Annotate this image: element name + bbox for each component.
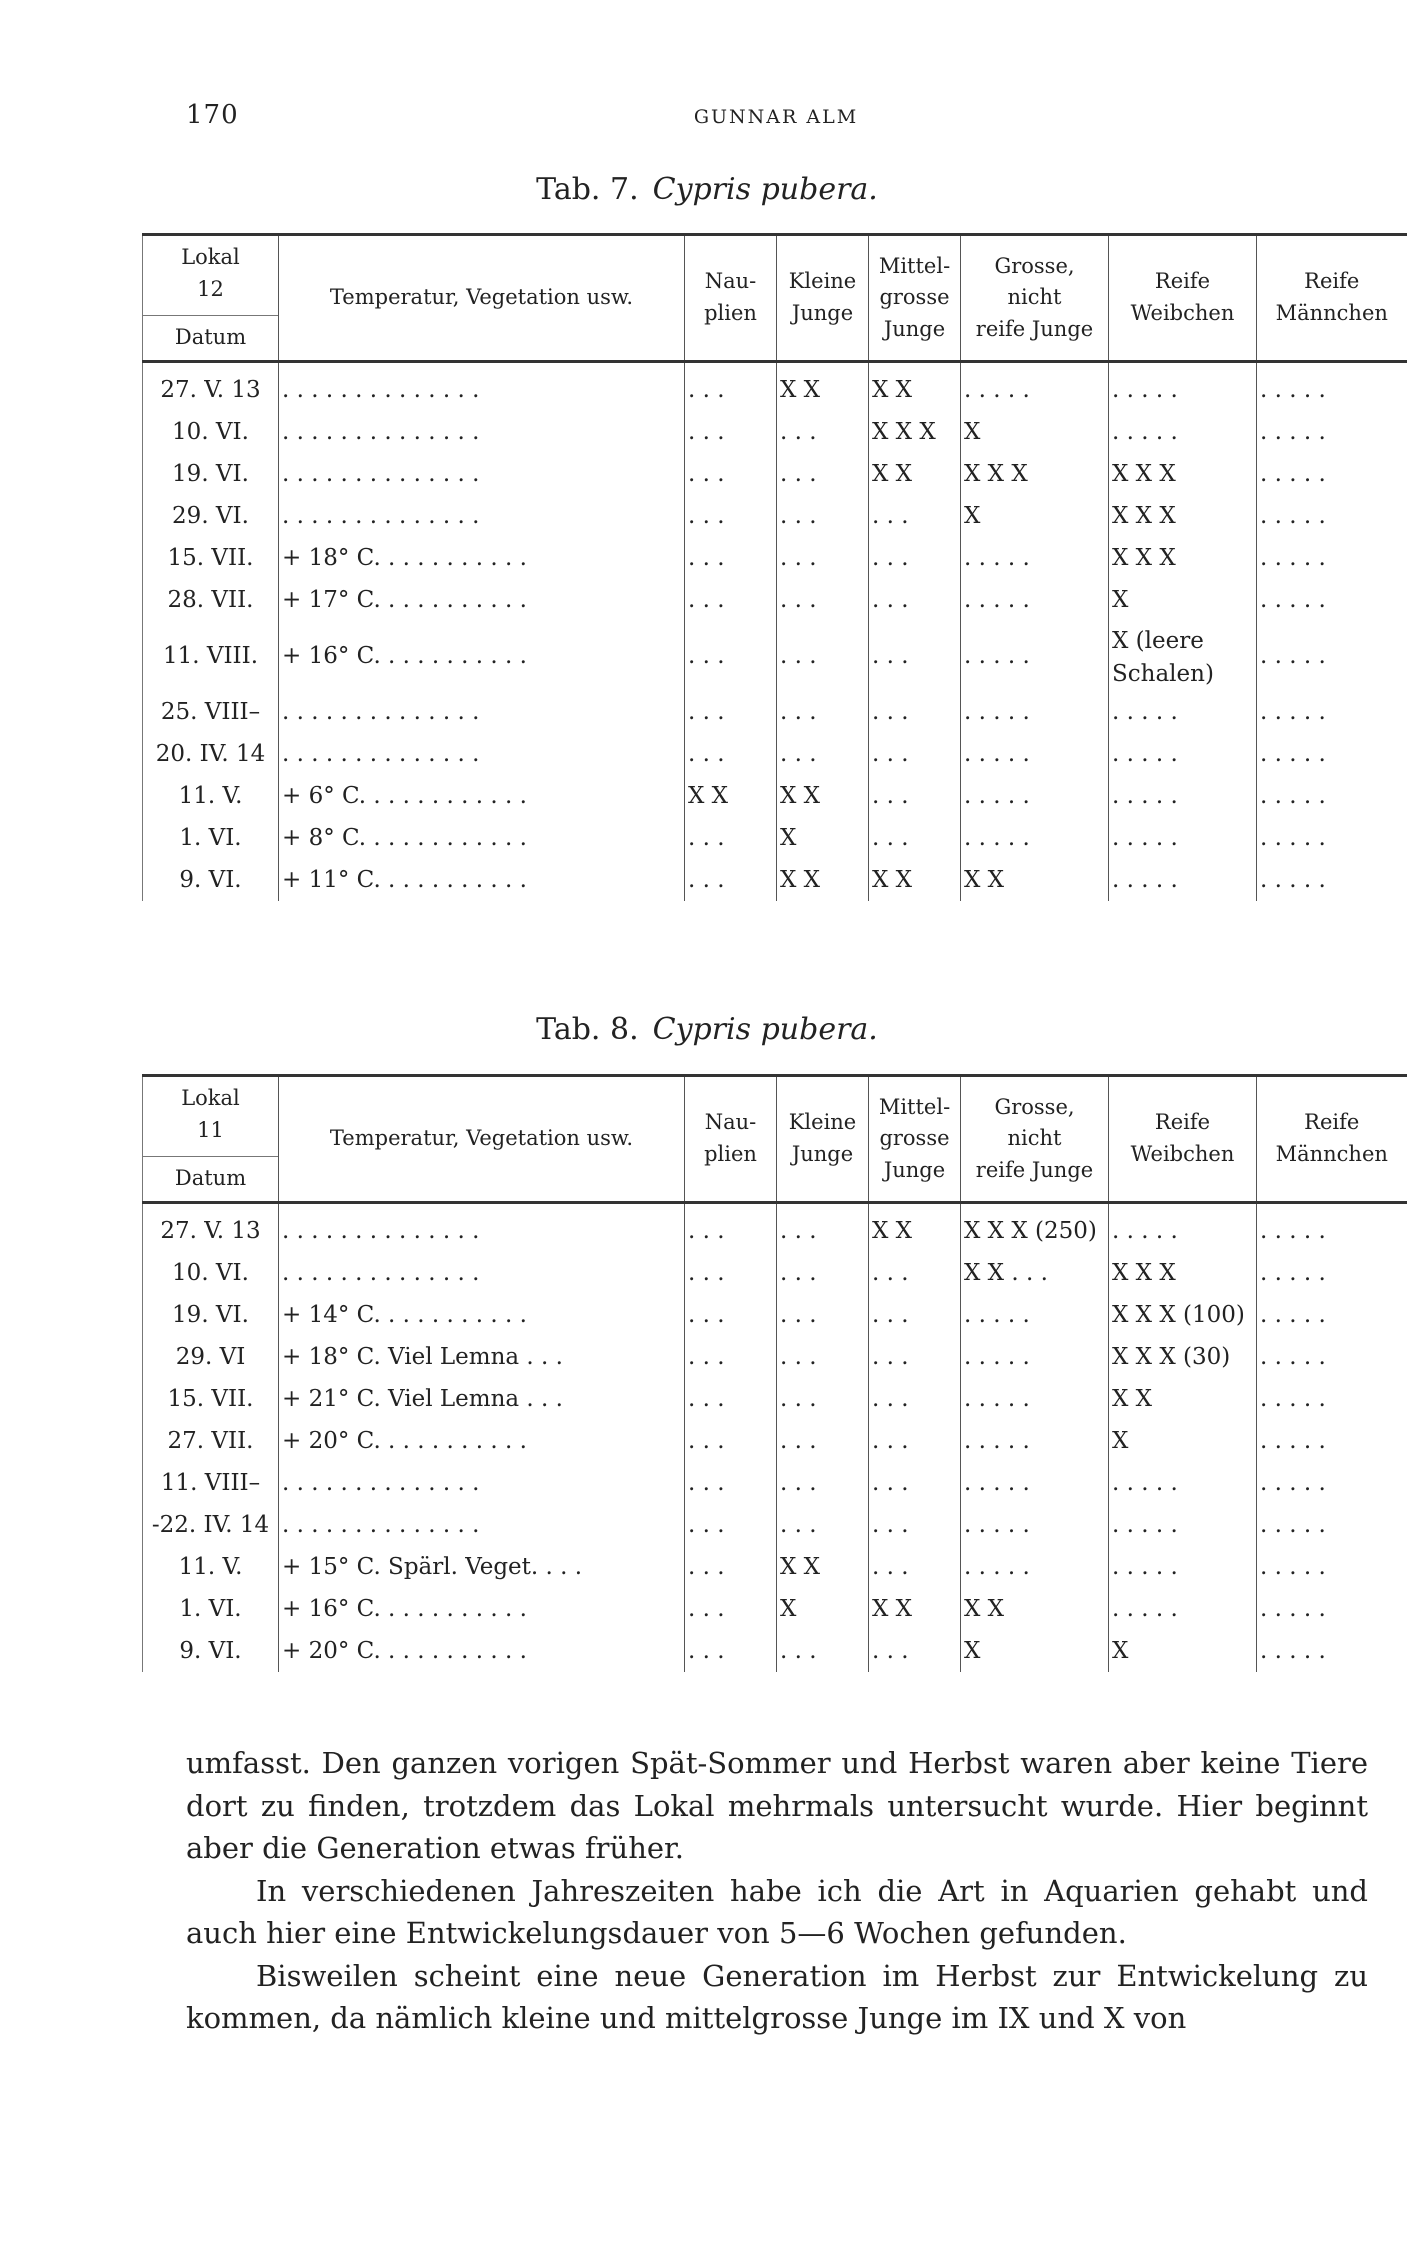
date-cell: 11. VIII– bbox=[143, 1462, 279, 1504]
table-row bbox=[143, 1420, 1407, 1462]
data-cell: X X X bbox=[961, 453, 1109, 495]
data-cell: X X bbox=[961, 1588, 1109, 1630]
data-cell: . . . bbox=[869, 579, 961, 621]
data-cell: . . . . . bbox=[1109, 775, 1257, 817]
column-header: Nau- plien bbox=[685, 1076, 777, 1203]
data-cell: X X bbox=[777, 859, 869, 901]
data-cell: . . . bbox=[869, 1462, 961, 1504]
lokal-number: 11 bbox=[197, 1117, 224, 1142]
data-cell: . . . . . bbox=[1257, 537, 1407, 579]
data-cell: . . . bbox=[777, 1630, 869, 1672]
column-header: Kleine Junge bbox=[777, 1076, 869, 1203]
data-cell: . . . bbox=[777, 733, 869, 775]
date-cell: 27. V. 13 bbox=[143, 1202, 279, 1252]
data-cell: . . . . . bbox=[1109, 411, 1257, 453]
body-text bbox=[186, 1742, 1368, 2040]
data-cell: . . . bbox=[685, 691, 777, 733]
data-cell: . . . . . bbox=[1257, 859, 1407, 901]
date-cell: 15. VII. bbox=[143, 537, 279, 579]
table-row bbox=[143, 1588, 1407, 1630]
data-cell: . . . . . bbox=[1257, 1378, 1407, 1420]
column-header: Temperatur, Vegetation usw. bbox=[279, 235, 685, 362]
data-cell: . . . bbox=[685, 1462, 777, 1504]
data-cell: . . . bbox=[685, 859, 777, 901]
data-cell: . . . . . bbox=[1109, 733, 1257, 775]
table-8-label: Tab. 8. bbox=[536, 1012, 639, 1047]
table-row bbox=[143, 453, 1407, 495]
data-cell: . . . bbox=[777, 1336, 869, 1378]
table-row bbox=[143, 859, 1407, 901]
lokal-header bbox=[143, 235, 279, 362]
data-cell: . . . bbox=[685, 1588, 777, 1630]
date-cell: 10. VI. bbox=[143, 411, 279, 453]
data-cell: . . . bbox=[869, 1252, 961, 1294]
data-cell: . . . . . bbox=[1257, 1588, 1407, 1630]
data-cell: . . . . . bbox=[961, 1378, 1109, 1420]
data-cell: X X X bbox=[1109, 1252, 1257, 1294]
data-cell: X X X bbox=[1109, 453, 1257, 495]
data-cell: . . . . . bbox=[1109, 1546, 1257, 1588]
data-cell: . . . . . bbox=[961, 775, 1109, 817]
lokal-label bbox=[143, 1077, 278, 1157]
date-cell: 10. VI. bbox=[143, 1252, 279, 1294]
column-header: Reife Weibchen bbox=[1109, 235, 1257, 362]
lokal-title: Lokal bbox=[181, 245, 240, 269]
data-cell: . . . . . bbox=[1109, 691, 1257, 733]
paragraph-3: Bisweilen scheint eine neue Generation im Herbst zur Entwickelung zu kommen, da nämlich kleine und mittelgrosse Junge im IX und X von bbox=[186, 1958, 1368, 2035]
data-cell: X bbox=[777, 1588, 869, 1630]
table-row bbox=[143, 817, 1407, 859]
data-cell: . . . . . bbox=[1257, 621, 1407, 692]
data-cell: X X bbox=[1109, 1378, 1257, 1420]
data-cell: . . . bbox=[685, 1504, 777, 1546]
data-cell: X X X (250) bbox=[961, 1202, 1109, 1252]
data-cell: . . . bbox=[869, 1546, 961, 1588]
data-cell: . . . . . bbox=[1257, 453, 1407, 495]
date-cell: 28. VII. bbox=[143, 579, 279, 621]
table-8-caption bbox=[0, 1012, 1414, 1047]
data-cell: . . . . . bbox=[961, 1462, 1109, 1504]
data-cell: . . . . . bbox=[1257, 579, 1407, 621]
table-row bbox=[143, 361, 1407, 411]
data-cell: . . . . . . . . . . . . . . bbox=[279, 733, 685, 775]
date-cell: -22. IV. 14 bbox=[143, 1504, 279, 1546]
data-cell: X X bbox=[961, 859, 1109, 901]
data-cell: . . . . . bbox=[961, 817, 1109, 859]
data-cell: . . . . . bbox=[1109, 817, 1257, 859]
data-cell: . . . bbox=[777, 1462, 869, 1504]
date-cell: 20. IV. 14 bbox=[143, 733, 279, 775]
data-cell: . . . . . . . . . . . . . . bbox=[279, 453, 685, 495]
column-header: Reife Männchen bbox=[1257, 1076, 1407, 1203]
page-number: 170 bbox=[186, 100, 239, 130]
date-cell: 11. V. bbox=[143, 775, 279, 817]
data-cell: + 14° C. . . . . . . . . . . bbox=[279, 1294, 685, 1336]
data-cell: . . . . . bbox=[1257, 1252, 1407, 1294]
data-cell: + 11° C. . . . . . . . . . . bbox=[279, 859, 685, 901]
data-cell: . . . . . bbox=[1109, 859, 1257, 901]
header-row bbox=[143, 235, 1407, 362]
date-cell: 15. VII. bbox=[143, 1378, 279, 1420]
data-cell: . . . . . bbox=[961, 1504, 1109, 1546]
data-cell: . . . bbox=[685, 579, 777, 621]
column-header: Kleine Junge bbox=[777, 235, 869, 362]
data-cell: . . . . . bbox=[1257, 495, 1407, 537]
date-cell: 27. VII. bbox=[143, 1420, 279, 1462]
data-cell: . . . . . bbox=[961, 1420, 1109, 1462]
table-7-species: Cypris pubera. bbox=[652, 172, 878, 207]
table-row bbox=[143, 1294, 1407, 1336]
data-cell: X bbox=[777, 817, 869, 859]
lokal-title: Lokal bbox=[181, 1086, 240, 1110]
data-cell: . . . bbox=[777, 453, 869, 495]
data-cell: . . . bbox=[869, 1336, 961, 1378]
data-cell: . . . . . bbox=[961, 1336, 1109, 1378]
data-cell: . . . bbox=[869, 537, 961, 579]
data-cell: . . . . . bbox=[961, 691, 1109, 733]
header-row bbox=[143, 1076, 1407, 1203]
data-cell: . . . bbox=[777, 579, 869, 621]
data-cell: + 21° C. Viel Lemna . . . bbox=[279, 1378, 685, 1420]
data-cell: . . . bbox=[869, 691, 961, 733]
table-row bbox=[143, 1378, 1407, 1420]
date-cell: 29. VI. bbox=[143, 495, 279, 537]
date-cell: 1. VI. bbox=[143, 1588, 279, 1630]
data-cell: . . . . . bbox=[1257, 691, 1407, 733]
data-cell: + 20° C. . . . . . . . . . . bbox=[279, 1630, 685, 1672]
data-cell: X X bbox=[869, 1202, 961, 1252]
date-cell: 9. VI. bbox=[143, 859, 279, 901]
data-cell: . . . . . bbox=[1109, 1588, 1257, 1630]
data-cell: X X X (100) bbox=[1109, 1294, 1257, 1336]
data-cell: . . . . . bbox=[1257, 1462, 1407, 1504]
data-cell: . . . . . bbox=[1257, 361, 1407, 411]
data-cell: . . . bbox=[869, 1294, 961, 1336]
data-cell: . . . . . . . . . . . . . . bbox=[279, 691, 685, 733]
date-cell: 27. V. 13 bbox=[143, 361, 279, 411]
data-cell: . . . . . bbox=[1257, 1202, 1407, 1252]
data-cell: . . . . . bbox=[1257, 733, 1407, 775]
data-cell: . . . . . bbox=[1109, 361, 1257, 411]
data-cell: X X bbox=[777, 1546, 869, 1588]
data-cell: . . . bbox=[777, 537, 869, 579]
data-cell: . . . bbox=[685, 733, 777, 775]
data-cell: . . . bbox=[685, 361, 777, 411]
data-cell: + 18° C. Viel Lemna . . . bbox=[279, 1336, 685, 1378]
date-cell: 19. VI. bbox=[143, 453, 279, 495]
date-cell: 11. V. bbox=[143, 1546, 279, 1588]
data-cell: . . . bbox=[777, 691, 869, 733]
data-cell: + 20° C. . . . . . . . . . . bbox=[279, 1420, 685, 1462]
paragraph-1: umfasst. Den ganzen vorigen Spät-Sommer und Herbst waren aber keine Tiere dort zu finden, trotzdem das Lokal mehrmals untersucht wurde. Hier beginnt aber die Generation etwas früher. bbox=[186, 1746, 1368, 1865]
data-cell: . . . . . bbox=[1257, 1294, 1407, 1336]
data-cell: X X . . . bbox=[961, 1252, 1109, 1294]
data-cell: + 6° C. . . . . . . . . . . . bbox=[279, 775, 685, 817]
data-cell: X bbox=[961, 495, 1109, 537]
date-cell: 9. VI. bbox=[143, 1630, 279, 1672]
column-header: Mittel- grosse Junge bbox=[869, 1076, 961, 1203]
data-cell: + 18° C. . . . . . . . . . . bbox=[279, 537, 685, 579]
data-cell: X X bbox=[777, 361, 869, 411]
data-cell: . . . bbox=[777, 1202, 869, 1252]
data-cell: . . . . . . . . . . . . . . bbox=[279, 495, 685, 537]
data-cell: . . . bbox=[685, 1420, 777, 1462]
data-cell: . . . bbox=[869, 1420, 961, 1462]
table-row bbox=[143, 775, 1407, 817]
data-cell: . . . . . . . . . . . . . . bbox=[279, 411, 685, 453]
data-cell: . . . . . bbox=[961, 361, 1109, 411]
column-header: Nau- plien bbox=[685, 235, 777, 362]
date-cell: 11. VIII. bbox=[143, 621, 279, 692]
data-cell: . . . . . bbox=[1257, 1420, 1407, 1462]
data-cell: . . . . . bbox=[1257, 1546, 1407, 1588]
data-cell: X X X bbox=[869, 411, 961, 453]
data-cell: . . . . . bbox=[1109, 1202, 1257, 1252]
data-cell: + 16° C. . . . . . . . . . . bbox=[279, 1588, 685, 1630]
table-7 bbox=[142, 233, 1407, 901]
table-row bbox=[143, 1202, 1407, 1252]
data-cell: . . . bbox=[685, 1546, 777, 1588]
date-cell: 29. VI bbox=[143, 1336, 279, 1378]
data-cell: X bbox=[961, 411, 1109, 453]
data-cell: . . . bbox=[685, 411, 777, 453]
lokal-label bbox=[143, 236, 278, 316]
data-cell: + 8° C. . . . . . . . . . . . bbox=[279, 817, 685, 859]
data-cell: X X bbox=[869, 361, 961, 411]
data-cell: . . . bbox=[777, 1252, 869, 1294]
table-row bbox=[143, 1336, 1407, 1378]
table-8 bbox=[142, 1074, 1407, 1672]
table-row bbox=[143, 495, 1407, 537]
data-cell: . . . bbox=[685, 817, 777, 859]
data-cell: . . . . . bbox=[1257, 817, 1407, 859]
data-cell: . . . bbox=[777, 495, 869, 537]
table-7-caption bbox=[0, 172, 1414, 207]
data-cell: X X bbox=[777, 775, 869, 817]
datum-label: Datum bbox=[174, 325, 247, 349]
data-cell: . . . bbox=[869, 1630, 961, 1672]
column-header: Reife Weibchen bbox=[1109, 1076, 1257, 1203]
data-cell: . . . bbox=[685, 1336, 777, 1378]
data-cell: . . . bbox=[777, 1294, 869, 1336]
lokal-header bbox=[143, 1076, 279, 1203]
table-7-label: Tab. 7. bbox=[536, 172, 639, 207]
table-row bbox=[143, 621, 1407, 692]
column-header: Temperatur, Vegetation usw. bbox=[279, 1076, 685, 1203]
data-cell: . . . . . bbox=[961, 1546, 1109, 1588]
table-row bbox=[143, 1630, 1407, 1672]
data-cell: . . . bbox=[777, 1420, 869, 1462]
data-cell: . . . . . . . . . . . . . . bbox=[279, 1504, 685, 1546]
table-8-species: Cypris pubera. bbox=[652, 1012, 878, 1047]
data-cell: . . . bbox=[777, 1378, 869, 1420]
table-row bbox=[143, 579, 1407, 621]
table-row bbox=[143, 691, 1407, 733]
data-cell: . . . . . bbox=[1109, 1504, 1257, 1546]
data-cell: . . . bbox=[869, 733, 961, 775]
data-cell: . . . bbox=[869, 621, 961, 692]
table-row bbox=[143, 1546, 1407, 1588]
paragraph-2: In verschiedenen Jahreszeiten habe ich die Art in Aquarien gehabt und auch hier eine Entwickelungsdauer von 5—6 Wochen gefunden. bbox=[186, 1873, 1368, 1950]
data-cell: . . . bbox=[685, 495, 777, 537]
column-header: Grosse, nicht reife Junge bbox=[961, 235, 1109, 362]
data-cell: . . . bbox=[685, 1294, 777, 1336]
lokal-number: 12 bbox=[197, 276, 224, 301]
data-cell: . . . bbox=[869, 775, 961, 817]
data-cell: . . . . . . . . . . . . . . bbox=[279, 1462, 685, 1504]
data-cell: . . . . . bbox=[1257, 411, 1407, 453]
data-cell: X X bbox=[685, 775, 777, 817]
table-row bbox=[143, 1252, 1407, 1294]
running-head: GUNNAR ALM bbox=[693, 106, 859, 128]
data-cell: X X X bbox=[1109, 537, 1257, 579]
page-header bbox=[186, 100, 1366, 130]
data-cell: . . . bbox=[685, 1252, 777, 1294]
date-cell: 25. VIII– bbox=[143, 691, 279, 733]
data-cell: . . . . . bbox=[1109, 1462, 1257, 1504]
data-cell: X X X (30) bbox=[1109, 1336, 1257, 1378]
date-cell: 19. VI. bbox=[143, 1294, 279, 1336]
data-cell: . . . . . bbox=[961, 1294, 1109, 1336]
data-cell: + 16° C. . . . . . . . . . . bbox=[279, 621, 685, 692]
data-cell: X bbox=[1109, 1630, 1257, 1672]
data-cell: . . . . . bbox=[961, 621, 1109, 692]
data-cell: . . . . . bbox=[1257, 775, 1407, 817]
data-cell: X X bbox=[869, 1588, 961, 1630]
data-cell: . . . . . bbox=[1257, 1630, 1407, 1672]
data-cell: X bbox=[1109, 579, 1257, 621]
table-row bbox=[143, 411, 1407, 453]
column-header: Grosse, nicht reife Junge bbox=[961, 1076, 1109, 1203]
data-cell: X X bbox=[869, 859, 961, 901]
data-cell: . . . bbox=[869, 1378, 961, 1420]
table-row bbox=[143, 1462, 1407, 1504]
data-cell: . . . . . bbox=[1257, 1504, 1407, 1546]
data-cell: . . . bbox=[685, 537, 777, 579]
data-cell: X (leere Schalen) bbox=[1109, 621, 1257, 692]
data-cell: . . . bbox=[685, 621, 777, 692]
data-cell: X bbox=[1109, 1420, 1257, 1462]
data-cell: X X X bbox=[1109, 495, 1257, 537]
data-cell: . . . bbox=[777, 621, 869, 692]
data-cell: X bbox=[961, 1630, 1109, 1672]
datum-label: Datum bbox=[174, 1166, 247, 1190]
data-cell: X X bbox=[869, 453, 961, 495]
data-cell: . . . bbox=[685, 1630, 777, 1672]
data-cell: . . . bbox=[685, 1202, 777, 1252]
date-cell: 1. VI. bbox=[143, 817, 279, 859]
data-cell: . . . . . bbox=[961, 733, 1109, 775]
data-cell: . . . . . bbox=[961, 537, 1109, 579]
column-header: Reife Männchen bbox=[1257, 235, 1407, 362]
data-cell: . . . bbox=[777, 411, 869, 453]
data-cell: . . . bbox=[869, 495, 961, 537]
data-cell: . . . bbox=[685, 1378, 777, 1420]
data-cell: . . . bbox=[777, 1504, 869, 1546]
data-cell: + 15° C. Spärl. Veget. . . . bbox=[279, 1546, 685, 1588]
data-cell: . . . . . . . . . . . . . . bbox=[279, 1202, 685, 1252]
data-cell: . . . . . bbox=[1257, 1336, 1407, 1378]
data-cell: . . . bbox=[869, 817, 961, 859]
data-cell: . . . . . . . . . . . . . . bbox=[279, 1252, 685, 1294]
data-cell: . . . . . . . . . . . . . . bbox=[279, 361, 685, 411]
data-cell: . . . . . bbox=[961, 579, 1109, 621]
table-row bbox=[143, 1504, 1407, 1546]
data-cell: + 17° C. . . . . . . . . . . bbox=[279, 579, 685, 621]
data-cell: . . . bbox=[685, 453, 777, 495]
table-row bbox=[143, 537, 1407, 579]
column-header: Mittel- grosse Junge bbox=[869, 235, 961, 362]
table-row bbox=[143, 733, 1407, 775]
data-cell: . . . bbox=[869, 1504, 961, 1546]
